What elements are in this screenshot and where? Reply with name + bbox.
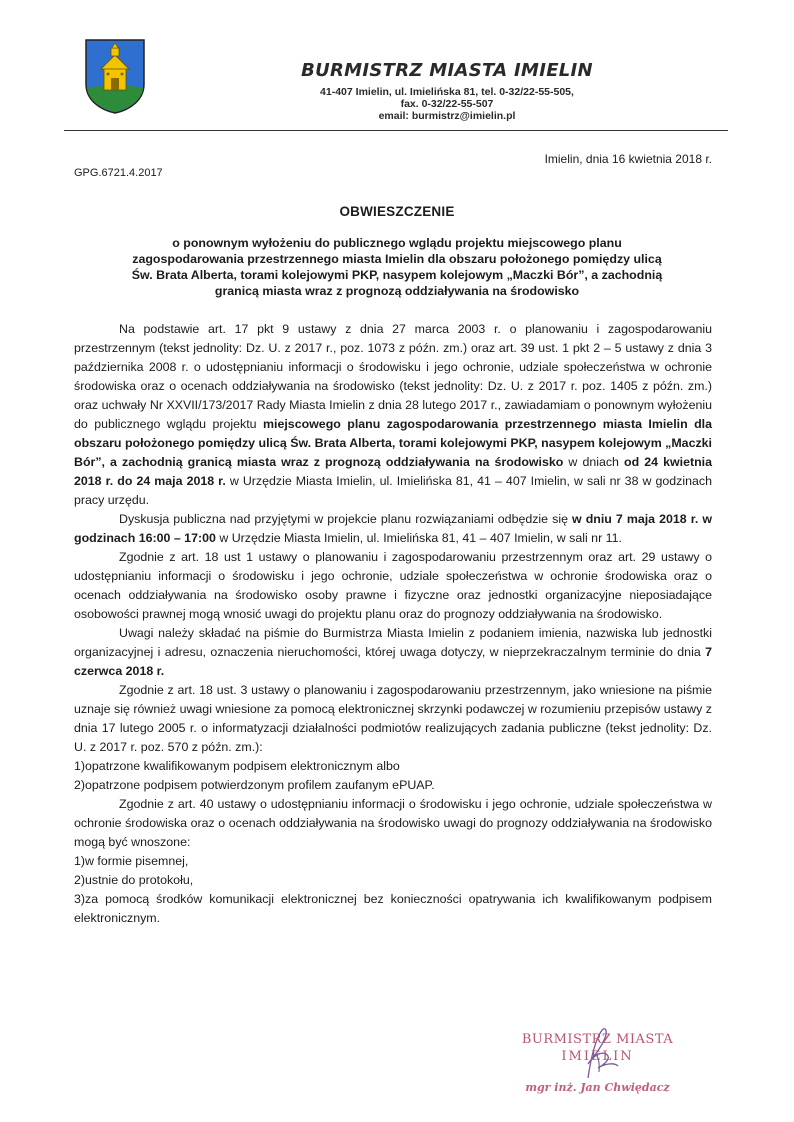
stamp-city: IMIELIN	[561, 1049, 634, 1064]
paragraph-text: w Urzędzie Miasta Imielin, ul. Imielińska 81, 41 – 407 Imielin, w sali nr 11.	[215, 531, 622, 545]
subtitle-line: zagospodarowania przestrzennego miasta Imielin dla obszaru położonego pomiędzy ulicą	[132, 252, 662, 266]
paragraph-electronic-submission: Zgodnie z art. 18 ust. 3 ustawy o planowaniu i zagospodarowaniu przestrzennym, jako wniesione na piśmie uznaje się również uwagi wniesione za pomocą elektronicznej skrzynki podawczej w rozumieniu przepisów ustawy z dnia 17 lutego 2005 r. o informatyzacji działalności podmiotów realizujących zadania publiczne (tekst jednolity: Dz. U. z 2017 r. poz. 570 z późn. zm.):	[74, 683, 712, 754]
header-divider	[64, 130, 728, 131]
list-item: 3)za pomocą środków komunikacji elektronicznej bez konieczności opatrywania ich kwalifikowanym podpisem elektronicznym.	[74, 892, 712, 925]
signature-icon	[558, 1024, 638, 1080]
document-title: OBWIESZCZENIE	[339, 204, 455, 219]
paragraph-legal-basis	[74, 320, 712, 510]
reference-number: GPG.6721.4.2017	[74, 167, 163, 179]
date-line: Imielin, dnia 16 kwietnia 2018 r.	[544, 152, 712, 166]
paragraph-public-discussion	[74, 510, 712, 548]
exhibition-dates-bold: od 24 kwietnia 2018 r. do 24 maja 2018 r.	[74, 455, 712, 488]
paragraph-text: Dyskusja publiczna nad przyjętymi w projekcie planu rozwiązaniami odbędzie się	[119, 512, 573, 526]
paragraph-submission-deadline	[74, 624, 712, 681]
official-stamp	[490, 1024, 700, 1104]
list-item: 1)opatrzone kwalifikowanym podpisem elektronicznym albo	[74, 759, 400, 773]
document-subtitle	[70, 235, 724, 299]
letterhead-fax: fax. 0-32/22-55-507	[400, 98, 494, 110]
discussion-date-bold: w dniu 7 maja 2018 r. w godzinach 16:00 – 17:00	[74, 512, 712, 545]
list-item: 1)w formie pisemnej,	[74, 854, 189, 868]
letterhead-name: BURMISTRZ MIASTA IMIELIN	[301, 60, 593, 81]
letterhead-email: email: burmistrz@imielin.pl	[378, 110, 516, 122]
list-item: 2)ustnie do protokołu,	[74, 873, 194, 887]
paragraph-who-may-submit: Zgodnie z art. 18 ust 1 ustawy o planowaniu i zagospodarowaniu przestrzennym oraz art. 29 ustawy o udostępnianiu informacji o środowisku i jego ochronie, udziale społeczeństwa w ochronie środowiska oraz o ocenach oddziaływania na środowisko osoby prawne i fizyczne oraz jednostki organizacyjne nieposiadające osobowości prawnej mogą wnosić uwagi do projektu planu oraz do prognozy oddziaływania na środowisko.	[74, 550, 712, 621]
subtitle-line: granicą miasta wraz z prognozą oddziaływania na środowisko	[214, 284, 580, 298]
subtitle-line: Św. Brata Alberta, torami kolejowymi PKP, nasypem kolejowym „Maczki Bór”, a zachodnią	[131, 268, 663, 282]
deadline-bold: 7 czerwca 2018 r.	[74, 645, 712, 678]
coat-of-arms-icon	[84, 38, 146, 114]
list-item: 2)opatrzone podpisem potwierdzonym profilem zaufanym ePUAP.	[74, 778, 435, 792]
stamp-signatory-name: mgr inż. Jan Chwiędacz	[525, 1081, 670, 1094]
plan-name-bold: miejscowego planu zagospodarowania przestrzennego miasta Imielin dla obszaru położonego pomiędzy ulicą Św. Brata Alberta, torami kolejowymi PKP, nasypem kolejowym „Maczki Bór”, a zachodnią granicą miasta wraz z prognozą oddziaływania na środowisko	[74, 417, 712, 469]
paragraph-text: Na podstawie art. 17 pkt 9 ustawy z dnia 27 marca 2003 r. o planowaniu i zagospodarowaniu przestrzennym (tekst jednolity: Dz. U. z 2017 r., poz. 1073 z późn. zm.) oraz art. 39 ust. 1 pkt 2 – 5 ustawy z dnia 3 października 2008 r. o udostępnianiu informacji o środowisku i jego ochronie, udziale społeczeństwa w ochronie środowiska oraz o ocenach oddziaływania na środowisko (tekst jednolity: Dz. U. z 2017 r. poz. 1405 z późn. zm.) oraz uchwały Nr XXVII/173/2017 Rady Miasta Imielin z dnia 28 lutego 2017 r., zawiadamiam o ponownym wyłożeniu do publicznego wglądu projektu	[74, 322, 712, 431]
letterhead-address: 41-407 Imielin, ul. Imielińska 81, tel. 0-32/22-55-505,	[320, 86, 574, 98]
paragraph-text: w dniach	[563, 455, 625, 469]
paragraph-text: Uwagi należy składać na piśmie do Burmistrza Miasta Imielin z podaniem imienia, nazwiska lub jednostki organizacyjnej i adresu, oznaczenia nieruchomości, której uwaga dotyczy, w nieprzekraczalnym terminie do dnia	[74, 626, 712, 659]
paragraph-text: w Urzędzie Miasta Imielin, ul. Imielińska 81, 41 – 407 Imielin, w sali nr 38 w godzinach pracy urzędu.	[74, 474, 712, 507]
stamp-title: BURMISTRZ MIASTA	[521, 1032, 674, 1047]
document-body	[74, 320, 712, 928]
paragraph-forecast-remarks: Zgodnie z art. 40 ustawy o udostępnianiu informacji o środowisku i jego ochronie, udziale społeczeństwa w ochronie środowiska oraz o ocenach oddziaływania na środowisko uwagi do prognozy oddziaływania na środowisko mogą być wnoszone:	[74, 797, 712, 849]
subtitle-line: o ponownym wyłożeniu do publicznego wglądu projektu miejscowego planu	[172, 236, 622, 250]
